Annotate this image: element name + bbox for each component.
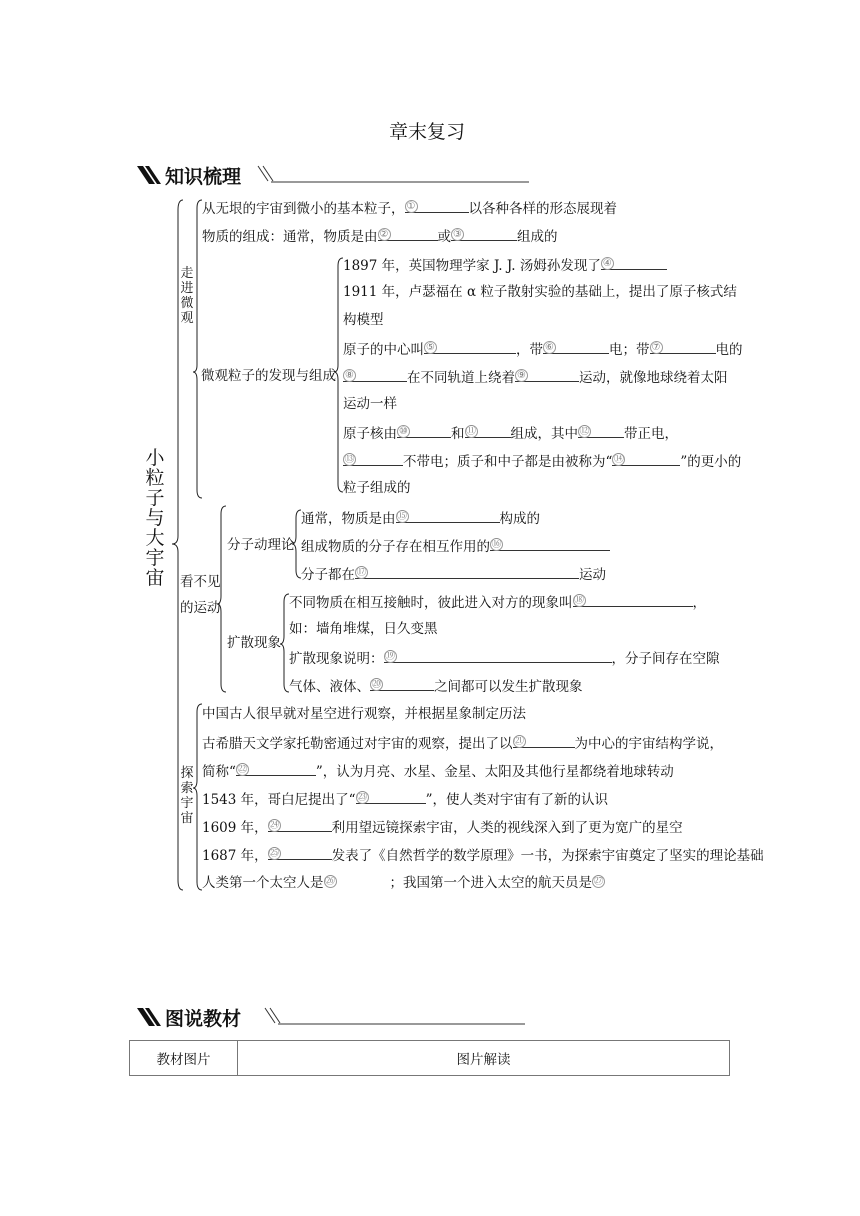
discovery-line-8: ⑬ 不带电；质子和中子都是由被称为“ ⑭ ”的更小的: [344, 454, 742, 470]
group-label-motion-b: 的运动: [180, 600, 221, 616]
table-header-cell: 图片解读: [238, 1041, 730, 1076]
universe-line-4: 1543 年，哥白尼提出了“ ㉓ ”，使人类对宇宙有了新的认识: [202, 792, 608, 808]
group-label-motion-a: 看不见: [180, 574, 221, 590]
micro-line-1: 从无垠的宇宙到微小的基本粒子， ① 以各种各样的形态展现着: [202, 201, 617, 217]
page-title: 章末复习: [389, 121, 466, 143]
universe-line-5: 1609 年， ㉔ 利用望远镜探索宇宙，人类的视线深入到了更为宽广的星空: [202, 820, 683, 836]
discovery-line-3: 构模型: [343, 312, 384, 328]
universe-line-7: 人类第一个太空人是 ㉖ ；我国第一个进入太空的航天员是 ㉗: [202, 875, 604, 891]
theory-line-1: 通常，物质是由 ⑮ 构成的: [301, 511, 540, 527]
universe-line-2: 古希腊天文学家托勒密通过对宇宙的观察，提出了以 ㉑ 为中心的宇宙结构学说，: [202, 736, 723, 752]
diffusion-line-2: 如：墙角堆煤，日久变黑: [289, 621, 438, 637]
section-title: 知识梳理: [165, 166, 242, 188]
discovery-line-9: 粒子组成的: [343, 480, 411, 496]
table-row: [130, 1041, 730, 1076]
section-title: 图说教材: [165, 1008, 242, 1030]
discovery-line-1: 1897 年，英国物理学家 J. J. 汤姆孙发现了 ④: [343, 256, 667, 274]
theory-line-3: 分子都在 ⑰ 运动: [301, 567, 606, 583]
discovery-line-5: ⑧ 在不同轨道上绕着 ⑨ 运动，就像地球绕着太阳: [343, 368, 728, 386]
root-label: [145, 448, 165, 588]
discovery-line-6: 运动一样: [343, 396, 397, 412]
sub-label-theory: 分子动理论: [227, 537, 295, 553]
sub-label-discovery: 微观粒子的发现与组成: [201, 368, 336, 384]
diffusion-line-1: 不同物质在相互接触时，彼此进入对方的现象叫 ⑱ ，: [289, 595, 706, 611]
universe-line-1: 中国古人很早就对星空进行观察，并根据星象制定历法: [202, 706, 526, 722]
figures-table: [129, 1040, 730, 1076]
micro-line-2: 物质的组成：通常，物质是由 ② 或 ③ 组成的: [202, 229, 558, 245]
theory-line-2: 组成物质的分子存在相互作用的 ⑯: [301, 537, 610, 555]
diffusion-line-3: 扩散现象说明： ⑲ ，分子间存在空隙: [289, 651, 720, 667]
discovery-line-4: 原子的中心叫 ⑤ ，带 ⑥ 电；带 ⑦ 电的: [343, 342, 743, 358]
sub-label-diffusion: 扩散现象: [227, 635, 281, 651]
group-label-micro: 走 进 微 观: [180, 266, 194, 326]
universe-line-3: 简称“ ㉒ ”，认为月亮、水星、金星、太阳及其他行星都绕着地球转动: [202, 764, 674, 780]
table-header-cell: 教材图片: [130, 1041, 238, 1076]
discovery-line-7: 原子核由 ⑩ 和 ⑪ 组成，其中 ⑫ 带正电，: [343, 426, 678, 442]
discovery-line-2: 1911 年，卢瑟福在 α 粒子散射实验的基础上，提出了原子核式结: [343, 284, 737, 300]
diffusion-line-4: 气体、液体、 ⑳ 之间都可以发生扩散现象: [289, 679, 583, 695]
root-label-text: 小 粒 子 与 大 宇 宙: [145, 447, 165, 589]
universe-line-6: 1687 年， ㉕ 发表了《自然哲学的数学原理》一书，为探索宇宙奠定了坚实的理论基础: [202, 848, 764, 864]
group-label-universe: 探 索 宇 宙: [180, 766, 194, 826]
